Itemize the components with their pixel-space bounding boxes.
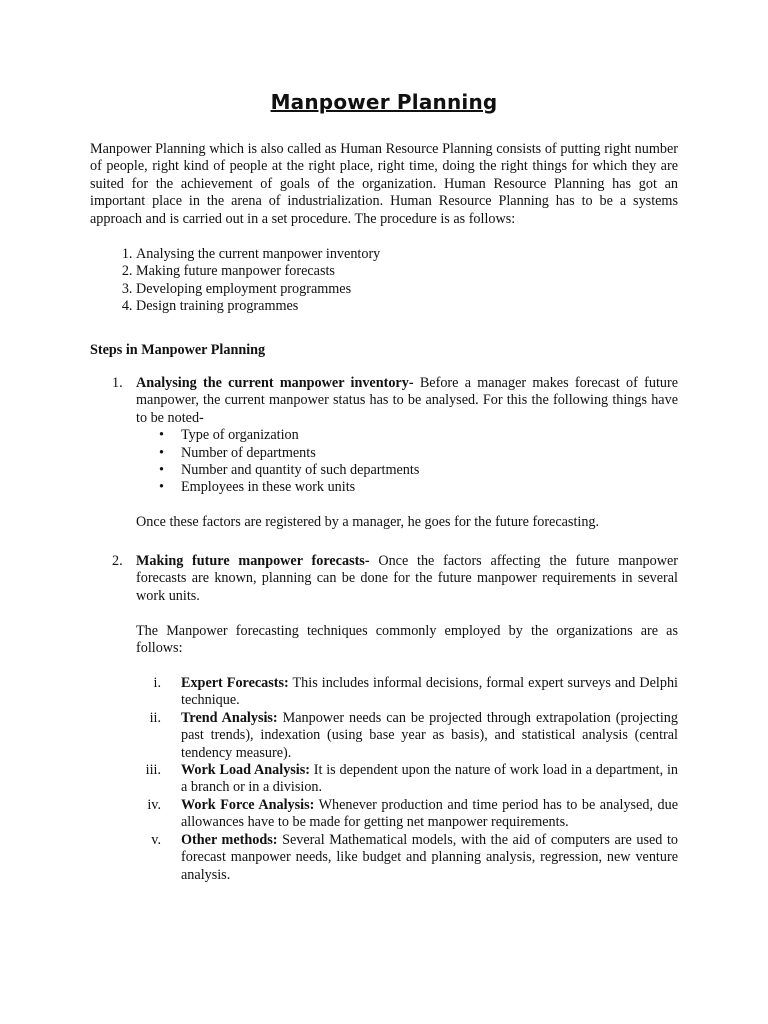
- step-paragraph: [136, 553, 678, 605]
- procedure-item: 4. Design training programmes: [136, 298, 696, 315]
- procedure-item: 1. Analysing the current manpower inventory: [136, 246, 696, 263]
- roman-numeral: v.: [151, 831, 161, 848]
- roman-numeral: i.: [153, 675, 161, 692]
- method-term: Work Load Analysis:: [181, 762, 310, 779]
- list-item: • Number and quantity of such departments: [159, 462, 420, 479]
- method-text: This includes informal decisions, formal expert surveys and Delphi technique.: [181, 675, 678, 709]
- roman-numeral: iii.: [145, 762, 161, 779]
- list-item: [136, 762, 678, 797]
- bullet-icon: •: [159, 479, 164, 496]
- step-number: 2.: [112, 553, 123, 569]
- list-item: [136, 797, 678, 832]
- method-text: Several Mathematical models, with the aid of computers are used to forecast manpower needs, like budget and planning analysis, regression, new venture analysis.: [181, 831, 679, 883]
- list-item: [136, 675, 678, 710]
- techniques-intro: The Manpower forecasting techniques commonly employed by the organizations are as follows:: [136, 622, 678, 657]
- step-paragraph: [136, 375, 678, 427]
- list-item: • Number of departments: [159, 444, 316, 461]
- step-number: 1.: [112, 375, 123, 391]
- step-1: [112, 375, 678, 532]
- method-text: Manpower needs can be projected through extrapolation (projecting past trends), indexation (using base year as basis), and statistical analysis (central tendency measure).: [181, 709, 678, 761]
- procedure-item: 2. Making future manpower forecasts: [136, 263, 696, 280]
- step-text: Once the factors affecting the future manpower forecasts are known, planning can be done for the future manpower requirements in several work units.: [136, 553, 678, 604]
- roman-numeral: iv.: [147, 796, 161, 813]
- roman-numeral: ii.: [149, 709, 161, 726]
- steps-heading: Steps in Manpower Planning: [90, 342, 266, 358]
- step-body: [136, 375, 678, 532]
- method-term: Expert Forecasts:: [181, 675, 289, 692]
- procedure-item: 3. Developing employment programmes: [136, 281, 696, 298]
- method-term: Trend Analysis:: [181, 709, 278, 726]
- method-text: It is dependent upon the nature of work load in a department, in a branch or in a division.: [181, 762, 678, 796]
- step-heading: Making future manpower forecasts-: [136, 553, 370, 569]
- bullet-icon: •: [159, 427, 164, 444]
- intro-paragraph: Manpower Planning which is also called as Human Resource Planning consists of putting right number of people, right kind of people at the right place, right time, doing the right things for which they are suited for the achievement of goals of the organization. Human Resource Planning has got an important place in the arena of industrialization. Human Resource Planning has to be a systems approach and is carried out in a set procedure. The procedure is as follows:: [90, 141, 678, 227]
- list-item: [136, 832, 678, 884]
- list-item: [136, 710, 678, 762]
- bullet-icon: •: [159, 462, 164, 479]
- factor-list: [136, 427, 678, 497]
- list-item: • Employees in these work units: [159, 479, 356, 496]
- method-term: Other methods:: [181, 831, 278, 848]
- method-term: Work Force Analysis:: [181, 796, 315, 813]
- page-title: Manpower Planning: [270, 90, 498, 114]
- method-text: Whenever production and time period has to be analysed, due allowances have to be made for getting net manpower requirements.: [181, 796, 678, 831]
- bullet-icon: •: [159, 444, 164, 461]
- methods-list: [136, 675, 678, 884]
- list-item: • Type of organization: [159, 427, 299, 444]
- procedure-list: [90, 246, 696, 316]
- step-heading: Analysing the current manpower inventory-: [136, 375, 414, 391]
- closing-paragraph: Once these factors are registered by a manager, he goes for the future forecasting.: [136, 514, 600, 531]
- step-2: [112, 553, 678, 884]
- step-text: Before a manager makes forecast of future manpower, the current manpower status has to be analysed. For this the following things have to be noted-: [136, 375, 679, 426]
- step-body: [136, 553, 678, 884]
